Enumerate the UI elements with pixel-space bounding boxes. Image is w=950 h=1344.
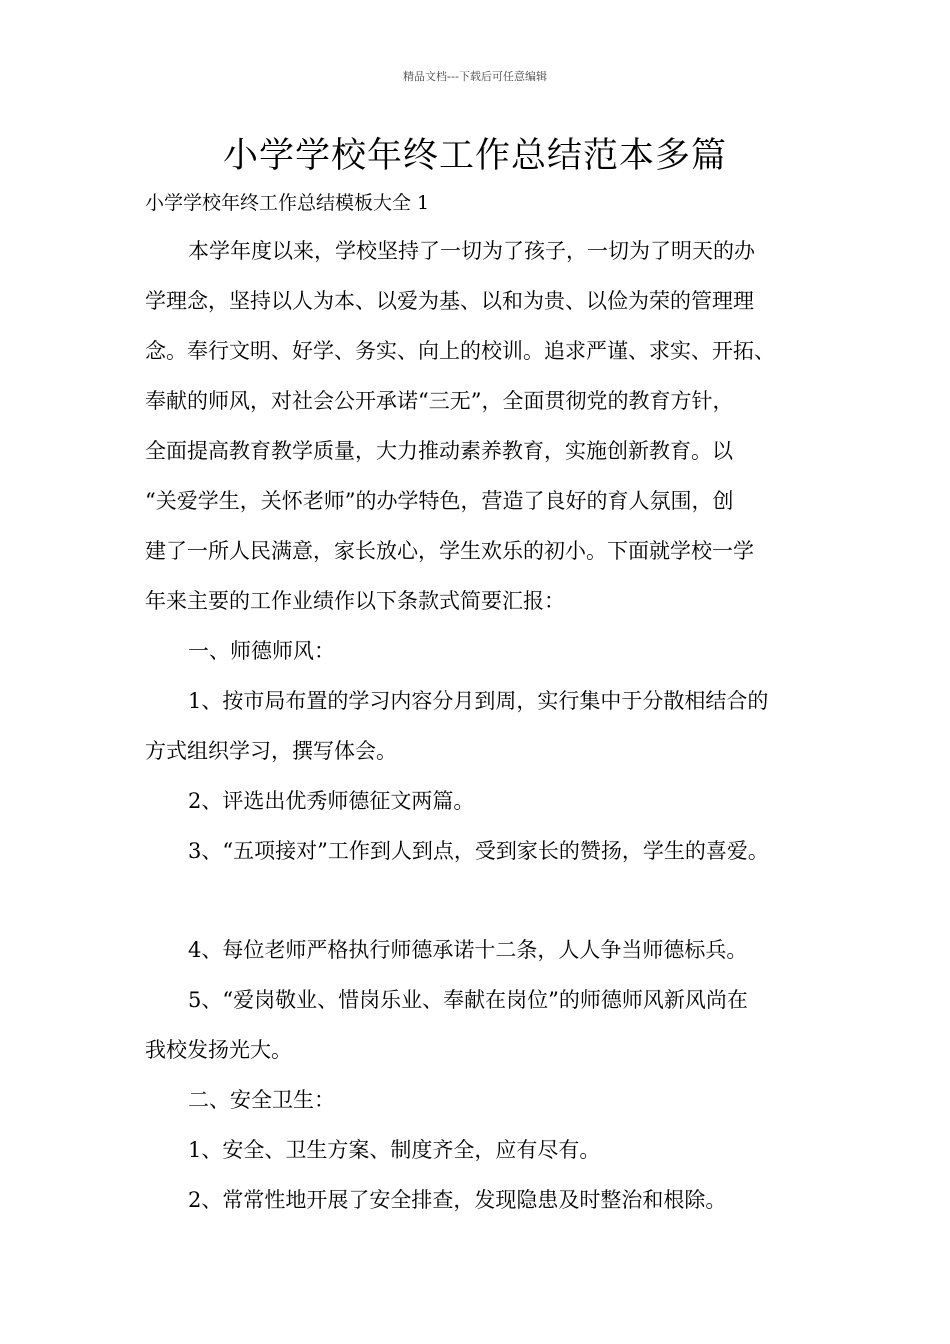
list-item: 1、按市局布置的学习内容分月到周，实行集中于分散相结合的 — [188, 689, 769, 713]
section-heading: 一、师德师风： — [188, 639, 335, 663]
document-title: 小学学校年终工作总结范本多篇 — [222, 136, 727, 176]
paragraph-line: 建了一所人民满意，家长放心，学生欢乐的初小。下面就学校一学 — [145, 539, 754, 563]
paragraph-line: 念。奉行文明、好学、务实、向上的校训。追求严谨、求实、开拓、 — [145, 339, 775, 363]
list-item: 2、常常性地开展了安全排查，发现隐患及时整治和根除。 — [188, 1188, 727, 1212]
list-item-continued: 方式组织学习，撰写体会。 — [145, 739, 397, 763]
list-item-continued: 我校发扬光大。 — [145, 1038, 292, 1062]
list-item: 3、“五项接对”工作到人到点，受到家长的赞扬，学生的喜爱。 — [188, 839, 769, 863]
paragraph-line: 本学年度以来，学校坚持了一切为了孩子，一切为了明天的办 — [188, 239, 755, 263]
header-note: 精品文档---下载后可任意编辑 — [403, 70, 547, 83]
paragraph-line: 奉献的师风，对社会公开承诺“三无”，全面贯彻党的教育方针， — [145, 389, 734, 413]
section-heading: 二、安全卫生： — [188, 1088, 335, 1112]
list-item: 1、安全、卫生方案、制度齐全，应有尽有。 — [188, 1138, 601, 1162]
document-subtitle: 小学学校年终工作总结模板大全 1 — [145, 192, 430, 214]
list-item: 2、评选出优秀师德征文两篇。 — [188, 789, 475, 813]
list-item: 4、每位老师严格执行师德承诺十二条，人人争当师德标兵。 — [188, 938, 748, 962]
paragraph-line: “关爱学生，关怀老师”的办学特色，营造了良好的育人氛围，创 — [145, 489, 734, 513]
paragraph-line: 年来主要的工作业绩作以下条款式简要汇报： — [145, 589, 565, 613]
paragraph-line: 学理念，坚持以人为本、以爱为基、以和为贵、以俭为荣的管理理 — [145, 289, 754, 313]
list-item: 5、“爱岗敬业、惜岗乐业、奉献在岗位”的师德师风新风尚在 — [188, 988, 748, 1012]
paragraph-line: 全面提高教育教学质量，大力推动素养教育，实施创新教育。以 — [145, 439, 733, 463]
